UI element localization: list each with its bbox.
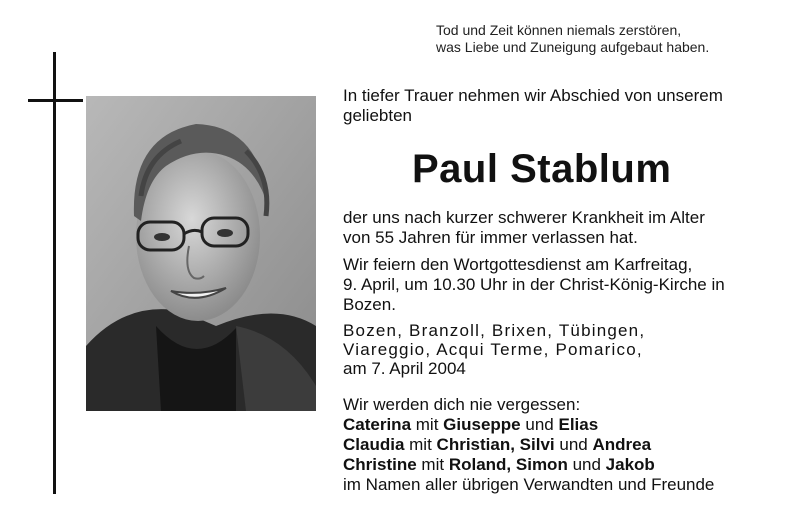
family-3-name-a: Christine [343, 455, 417, 474]
portrait-photo [86, 96, 316, 411]
places-and-date [343, 321, 773, 378]
quote-line-2: was Liebe und Zuneigung aufgebaut haben. [436, 39, 710, 55]
illness-line-1: der uns nach kurzer schwerer Krankheit im Alter [343, 208, 705, 227]
service-line-3: Bozen. [343, 295, 396, 314]
mourners-block [343, 395, 783, 495]
deceased-name: Paul Stablum [412, 147, 672, 191]
family-1-name-a: Caterina [343, 415, 412, 434]
family-3-name-b: Roland, Simon [448, 455, 568, 474]
family-row-3 [343, 455, 783, 475]
cross-vertical-bar [53, 52, 56, 494]
family-2-mit: mit [409, 435, 432, 454]
family-1-mit: mit [415, 415, 439, 434]
family-3-name-c: Jakob [605, 455, 655, 474]
family-1-name-b: Giuseppe [443, 415, 521, 434]
family-row-2 [343, 435, 783, 455]
epigraph-quote [436, 22, 766, 56]
service-line-2: 9. April, um 10.30 Uhr in der Christ-König-Kirche in [343, 275, 725, 294]
family-2-name-a: Claudia [343, 435, 405, 454]
family-1-und: und [525, 415, 554, 434]
quote-line-1: Tod und Zeit können niemals zerstören, [436, 22, 682, 38]
intro-line-2: geliebten [343, 106, 413, 125]
family-3-mit: mit [421, 455, 445, 474]
closing-line: im Namen aller übrigen Verwandten und Freunde [343, 475, 715, 494]
intro-line-1: In tiefer Trauer nehmen wir Abschied von unserem [343, 86, 723, 105]
illness-line-2: von 55 Jahren für immer verlassen hat. [343, 228, 638, 247]
service-paragraph [343, 255, 771, 315]
places-line-1: Bozen, Branzoll, Brixen, Tübingen, [343, 321, 646, 340]
places-line-2: Viareggio, Acqui Terme, Pomarico, [343, 340, 643, 359]
illness-paragraph [343, 208, 771, 248]
date-line: am 7. April 2004 [343, 359, 466, 378]
family-3-und: und [572, 455, 601, 474]
family-2-und: und [559, 435, 588, 454]
family-1-name-c: Elias [558, 415, 599, 434]
mourners-heading: Wir werden dich nie vergessen: [343, 395, 581, 414]
service-line-1: Wir feiern den Wortgottesdienst am Karfreitag, [343, 255, 693, 274]
cross-horizontal-bar [28, 99, 83, 102]
family-row-1 [343, 415, 783, 435]
intro-text [343, 86, 773, 126]
family-2-name-b: Christian, Silvi [436, 435, 555, 454]
family-2-name-c: Andrea [592, 435, 652, 454]
